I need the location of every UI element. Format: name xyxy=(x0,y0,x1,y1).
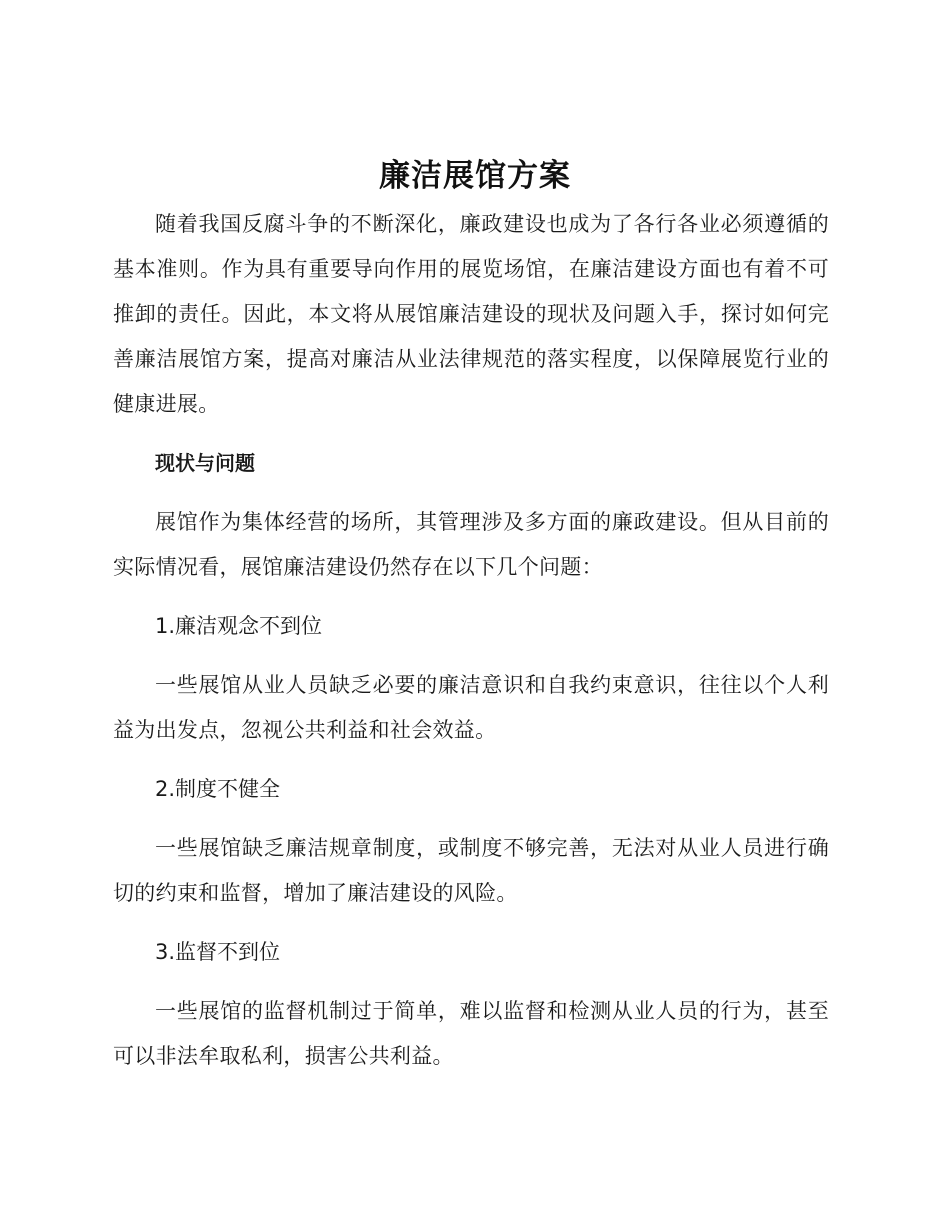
issue-text: 一些展馆缺乏廉洁规章制度，或制度不够完善，无法对从业人员进行确切的约束和监督，增加了廉洁建设的风险。 xyxy=(113,836,829,905)
document-body xyxy=(113,202,829,1093)
issue-text: 一些展馆从业人员缺乏必要的廉洁意识和自我约束意识，往往以个人利益为出发点，忽视公共利益和社会效益。 xyxy=(113,673,829,742)
section-intro-paragraph: 展馆作为集体经营的场所，其管理涉及多方面的廉政建设。但从目前的实际情况看，展馆廉洁建设仍然存在以下几个问题： xyxy=(113,510,829,579)
issue-title: 2.制度不健全 xyxy=(155,777,281,801)
issue-title: 1.廉洁观念不到位 xyxy=(155,614,323,638)
issue-text: 一些展馆的监督机制过于简单，难以监督和检测从业人员的行为，甚至可以非法牟取私利，损害公共利益。 xyxy=(113,999,829,1068)
page-title: 廉洁展馆方案 xyxy=(379,158,571,194)
issue-title: 3.监督不到位 xyxy=(155,940,281,964)
intro-paragraph: 随着我国反腐斗争的不断深化，廉政建设也成为了各行各业必须遵循的基本准则。作为具有重要导向作用的展览场馆，在廉洁建设方面也有着不可推卸的责任。因此，本文将从展馆廉洁建设的现状及问题入手，探讨如何完善廉洁展馆方案，提高对廉洁从业法律规范的落实程度，以保障展览行业的健康进展。 xyxy=(113,212,829,416)
section-heading: 现状与问题 xyxy=(155,451,255,475)
